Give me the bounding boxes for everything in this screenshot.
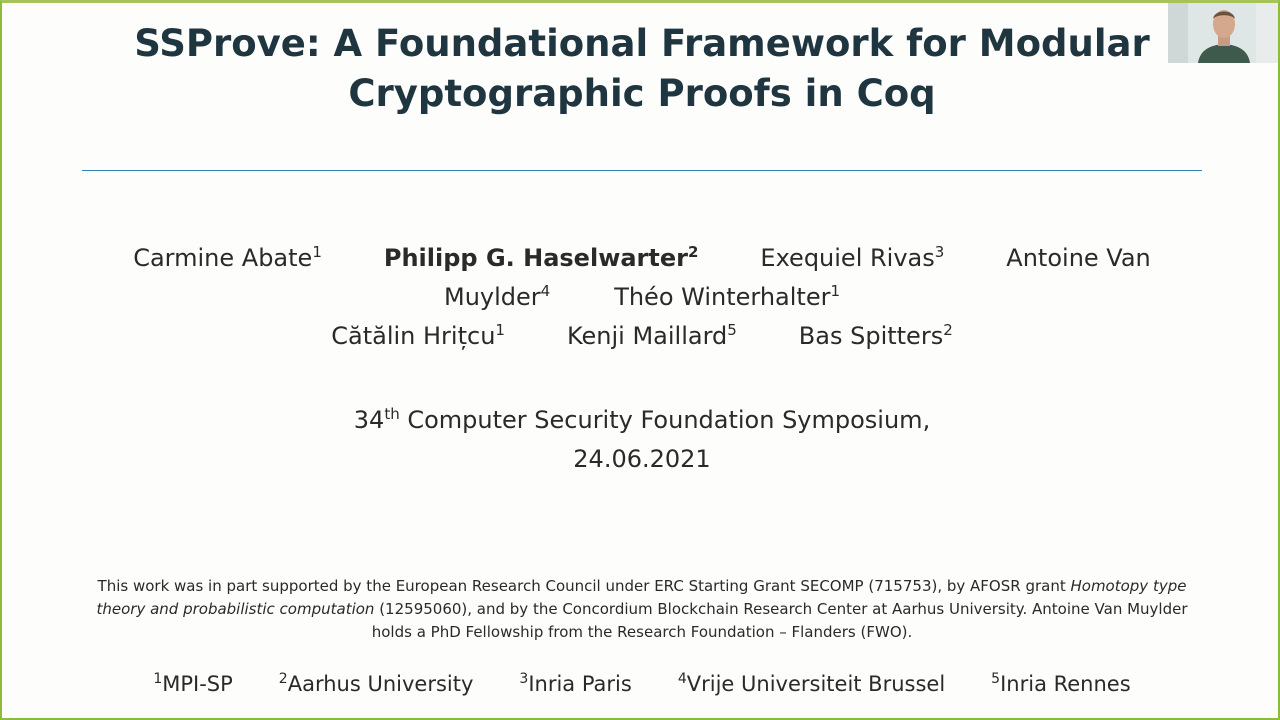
affiliation-1 [153,672,232,696]
author-affil-mark: 4 [540,282,551,300]
author-carmine-abate [133,244,322,272]
slide-title [62,19,1222,119]
webcam-presenter-icon [1168,0,1280,63]
author-name: Kenji Maillard [566,322,728,350]
affiliation-name: Inria Rennes [1000,672,1131,696]
funding-text-1: This work was in part supported by the European Research Council under ERC Starting Grant SECOMP (715753), by AFOSR grant [97,577,1071,595]
venue-date: 24.06.2021 [573,445,711,473]
author-affil-mark: 5 [727,321,737,339]
author-affil-mark: 3 [934,243,945,261]
affiliation-list [82,667,1202,701]
venue-number: 34 [353,406,385,434]
title-divider [82,170,1202,171]
funding-note [80,575,1204,644]
slide [2,3,1278,718]
affiliation-number: 1 [153,671,163,687]
author-name: Carmine Abate [133,244,313,272]
author-theo-winterhalter [614,283,840,311]
affiliation-number: 3 [519,671,529,687]
author-catalin-hritcu [331,322,505,350]
venue-title: Computer Security Foundation Symposium, [399,406,931,434]
affiliation-number: 5 [991,671,1001,687]
author-name: Théo Winterhalter [614,283,831,311]
author-affil-mark: 1 [830,282,841,300]
author-name: Muylder [443,283,541,311]
author-bas-spitters [799,322,953,350]
affiliation-name: MPI-SP [162,672,233,696]
affiliation-number: 2 [278,671,288,687]
author-name: Exequiel Rivas [760,244,935,272]
author-philipp-haselwarter [384,244,699,272]
author-kenji-maillard [567,322,737,350]
affiliation-number: 4 [677,671,687,687]
affiliation-3 [519,672,631,696]
author-exequiel-rivas [760,244,944,272]
author-name: Bas Spitters [798,322,944,350]
author-affil-mark: 2 [943,321,953,339]
funding-grant-title: Homotopy type theory and probabilistic computation [96,577,1187,618]
author-line-1 [112,239,1172,278]
affiliation-4 [678,672,945,696]
funding-text-2: (12595060), and by the Concordium Blockchain Research Center at Aarhus University. Antoine Van Muylder holds a PhD Fellowship from the Research Foundation – Flanders (FWO). [371,600,1188,641]
venue [202,401,1082,479]
author-line-3 [112,317,1172,356]
author-name: Philipp G. Haselwarter [383,244,688,272]
affiliation-name: Vrije Universiteit Brussel [686,672,946,696]
author-affil-mark: 1 [312,243,322,261]
affiliation-name: Aarhus University [287,672,474,696]
affiliation-name: Inria Paris [528,672,632,696]
title-line-2: Cryptographic Proofs in Coq [348,72,936,115]
affiliation-2 [279,672,474,696]
author-antoine-van-muylder-part2 [444,283,550,311]
venue-ordinal-suffix: th [384,405,400,423]
author-affil-mark: 1 [495,321,505,339]
venue-name [202,401,1082,440]
author-name: Cătălin Hrițcu [331,322,496,350]
author-antoine-van-muylder-part1: Antoine Van [1006,244,1151,272]
webcam-image [1168,0,1280,63]
author-affil-mark: 2 [687,243,699,261]
title-line-1: SSProve: A Foundational Framework for Modular [134,22,1150,65]
author-list [112,239,1172,356]
author-line-2 [112,278,1172,317]
affiliation-5 [991,672,1131,696]
